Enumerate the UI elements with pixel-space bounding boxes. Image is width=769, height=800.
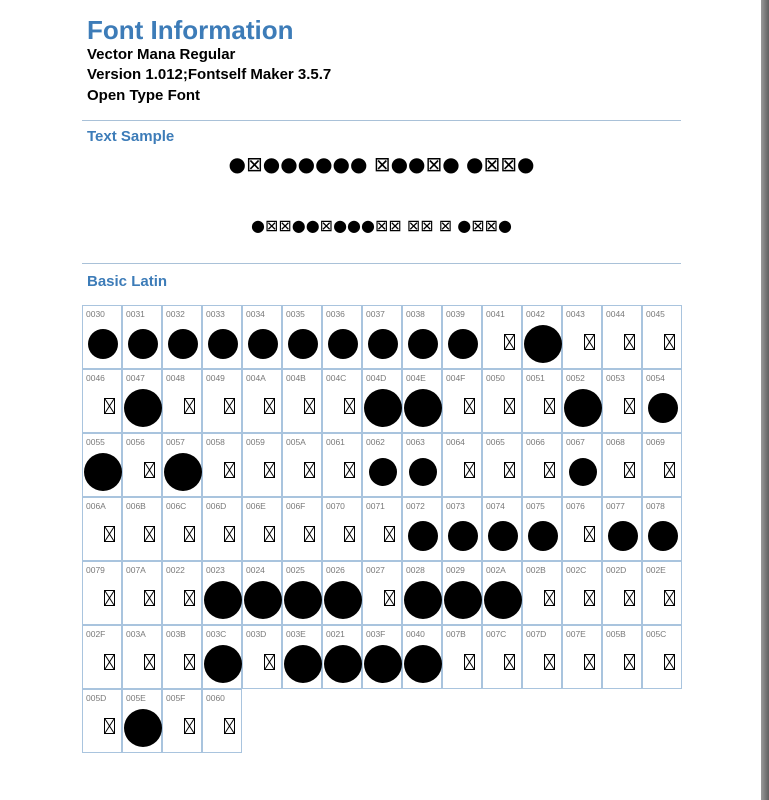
glyph-cell xyxy=(122,561,162,625)
missing-glyph-box-icon xyxy=(144,654,155,670)
glyph-cell xyxy=(162,433,202,497)
glyph-codepoint: 0035 xyxy=(286,309,305,319)
filled-circle-glyph-icon xyxy=(168,329,198,359)
glyph-cell xyxy=(82,433,122,497)
glyph-cell xyxy=(282,561,322,625)
missing-glyph-box-icon xyxy=(504,462,515,478)
missing-glyph-box-icon xyxy=(344,398,355,414)
glyph-codepoint: 003C xyxy=(206,629,227,639)
glyph-cell xyxy=(482,433,522,497)
missing-glyph-box-icon xyxy=(264,462,275,478)
glyph-codepoint: 0068 xyxy=(606,437,625,447)
glyph-codepoint: 005B xyxy=(606,629,626,639)
glyph-codepoint: 006B xyxy=(126,501,146,511)
glyph-codepoint: 0037 xyxy=(366,309,385,319)
glyph-cell xyxy=(442,369,482,433)
glyph-codepoint: 003A xyxy=(126,629,146,639)
glyph-cell xyxy=(242,433,282,497)
glyph-cell xyxy=(122,497,162,561)
missing-glyph-box-icon xyxy=(304,398,315,414)
page-title: Font Information xyxy=(87,15,294,45)
filled-circle-glyph-icon xyxy=(324,645,362,683)
glyph-cell xyxy=(362,305,402,369)
glyph-codepoint: 0074 xyxy=(486,501,505,511)
glyph-cell xyxy=(202,625,242,689)
glyph-codepoint: 007E xyxy=(566,629,586,639)
missing-glyph-box-icon xyxy=(544,398,555,414)
filled-circle-glyph-icon xyxy=(88,329,118,359)
missing-glyph-box-icon xyxy=(144,462,155,478)
glyph-cell xyxy=(362,625,402,689)
glyph-codepoint: 0036 xyxy=(326,309,345,319)
glyph-cell xyxy=(322,305,362,369)
glyph-cell xyxy=(602,497,642,561)
filled-circle-glyph-icon xyxy=(648,393,678,423)
glyph-codepoint: 0062 xyxy=(366,437,385,447)
filled-circle-glyph-icon xyxy=(124,709,162,747)
glyph-cell xyxy=(82,369,122,433)
missing-glyph-box-icon xyxy=(184,398,195,414)
glyph-cell xyxy=(482,369,522,433)
missing-glyph-box-icon xyxy=(144,590,155,606)
glyph-codepoint: 0060 xyxy=(206,693,225,703)
glyph-codepoint: 006C xyxy=(166,501,187,511)
glyph-cell xyxy=(642,625,682,689)
glyph-cell xyxy=(242,561,282,625)
glyph-codepoint: 0052 xyxy=(566,373,585,383)
glyph-cell xyxy=(242,625,282,689)
glyph-cell xyxy=(162,305,202,369)
filled-circle-glyph-icon xyxy=(369,458,397,486)
glyph-codepoint: 004A xyxy=(246,373,266,383)
glyph-cell xyxy=(442,305,482,369)
filled-circle-glyph-icon xyxy=(328,329,358,359)
filled-circle-glyph-icon xyxy=(408,329,438,359)
glyph-codepoint: 0040 xyxy=(406,629,425,639)
glyph-codepoint: 0030 xyxy=(86,309,105,319)
missing-glyph-box-icon xyxy=(104,718,115,734)
glyph-cell xyxy=(482,497,522,561)
glyph-cell xyxy=(482,305,522,369)
filled-circle-glyph-icon xyxy=(128,329,158,359)
glyph-codepoint: 0039 xyxy=(446,309,465,319)
filled-circle-glyph-icon xyxy=(408,521,438,551)
glyph-codepoint: 0042 xyxy=(526,309,545,319)
glyph-codepoint: 0043 xyxy=(566,309,585,319)
glyph-codepoint: 0034 xyxy=(246,309,265,319)
glyph-cell xyxy=(362,433,402,497)
missing-glyph-box-icon xyxy=(104,526,115,542)
glyph-codepoint: 003F xyxy=(366,629,386,639)
missing-glyph-box-icon xyxy=(224,526,235,542)
glyph-cell xyxy=(442,561,482,625)
glyph-codepoint: 0057 xyxy=(166,437,185,447)
glyph-cell xyxy=(322,625,362,689)
glyph-cell xyxy=(562,625,602,689)
glyph-codepoint: 0024 xyxy=(246,565,265,575)
glyph-codepoint: 0071 xyxy=(366,501,385,511)
glyph-cell xyxy=(602,305,642,369)
missing-glyph-box-icon xyxy=(504,334,515,350)
glyph-cell xyxy=(202,433,242,497)
glyph-cell xyxy=(82,561,122,625)
missing-glyph-box-icon xyxy=(264,398,275,414)
glyph-cell xyxy=(562,305,602,369)
glyph-codepoint: 0070 xyxy=(326,501,345,511)
font-name: Vector Mana Regular xyxy=(87,46,236,63)
glyph-codepoint: 006A xyxy=(86,501,106,511)
missing-glyph-box-icon xyxy=(544,462,555,478)
missing-glyph-box-icon xyxy=(184,590,195,606)
font-type: Open Type Font xyxy=(87,87,201,104)
missing-glyph-box-icon xyxy=(464,398,475,414)
glyph-codepoint: 006D xyxy=(206,501,227,511)
glyph-codepoint: 005D xyxy=(86,693,107,703)
glyph-codepoint: 005C xyxy=(646,629,667,639)
filled-circle-glyph-icon xyxy=(608,521,638,551)
glyph-cell xyxy=(442,497,482,561)
missing-glyph-box-icon xyxy=(184,654,195,670)
glyph-cell xyxy=(402,305,442,369)
glyph-cell xyxy=(522,561,562,625)
glyph-cell xyxy=(122,433,162,497)
glyph-cell xyxy=(522,305,562,369)
glyph-cell xyxy=(122,305,162,369)
glyph-codepoint: 0053 xyxy=(606,373,625,383)
glyph-cell xyxy=(242,369,282,433)
glyph-cell xyxy=(282,369,322,433)
filled-circle-glyph-icon xyxy=(288,329,318,359)
glyph-cell xyxy=(202,369,242,433)
missing-glyph-box-icon xyxy=(184,718,195,734)
glyph-cell xyxy=(202,689,242,753)
missing-glyph-box-icon xyxy=(464,462,475,478)
missing-glyph-box-icon xyxy=(344,462,355,478)
glyph-codepoint: 0061 xyxy=(326,437,345,447)
glyph-codepoint: 005A xyxy=(286,437,306,447)
glyph-cell xyxy=(402,625,442,689)
missing-glyph-box-icon xyxy=(224,398,235,414)
glyph-cell xyxy=(122,625,162,689)
glyph-cell xyxy=(522,433,562,497)
filled-circle-glyph-icon xyxy=(124,389,162,427)
glyph-codepoint: 003D xyxy=(246,629,267,639)
missing-glyph-box-icon xyxy=(584,654,595,670)
section-divider xyxy=(82,263,681,264)
missing-glyph-box-icon xyxy=(584,590,595,606)
glyph-codepoint: 004D xyxy=(366,373,387,383)
glyph-codepoint: 005E xyxy=(126,693,146,703)
glyph-cell xyxy=(522,497,562,561)
glyph-codepoint: 003B xyxy=(166,629,186,639)
glyph-codepoint: 0066 xyxy=(526,437,545,447)
glyph-codepoint: 0048 xyxy=(166,373,185,383)
missing-glyph-box-icon xyxy=(544,654,555,670)
glyph-codepoint: 0072 xyxy=(406,501,425,511)
glyph-cell xyxy=(162,625,202,689)
filled-circle-glyph-icon xyxy=(84,453,122,491)
glyph-codepoint: 0076 xyxy=(566,501,585,511)
filled-circle-glyph-icon xyxy=(488,521,518,551)
glyph-cell xyxy=(642,561,682,625)
glyph-codepoint: 0021 xyxy=(326,629,345,639)
glyph-codepoint: 0075 xyxy=(526,501,545,511)
glyph-codepoint: 007A xyxy=(126,565,146,575)
glyph-codepoint: 0045 xyxy=(646,309,665,319)
glyph-cell xyxy=(362,561,402,625)
glyph-cell xyxy=(442,433,482,497)
missing-glyph-box-icon xyxy=(304,462,315,478)
glyph-cell xyxy=(282,433,322,497)
missing-glyph-box-icon xyxy=(624,334,635,350)
filled-circle-glyph-icon xyxy=(404,389,442,427)
glyph-cell xyxy=(82,305,122,369)
glyph-cell xyxy=(162,561,202,625)
glyph-cell xyxy=(322,433,362,497)
missing-glyph-box-icon xyxy=(304,526,315,542)
glyph-cell xyxy=(442,625,482,689)
missing-glyph-box-icon xyxy=(264,526,275,542)
missing-glyph-box-icon xyxy=(584,334,595,350)
font-version: Version 1.012;Fontself Maker 3.5.7 xyxy=(87,66,332,83)
glyph-codepoint: 004C xyxy=(326,373,347,383)
basic-latin-heading: Basic Latin xyxy=(87,273,168,290)
glyph-cell xyxy=(122,689,162,753)
glyph-cell xyxy=(122,369,162,433)
glyph-codepoint: 0025 xyxy=(286,565,305,575)
missing-glyph-box-icon xyxy=(544,590,555,606)
viewer-edge xyxy=(761,0,769,800)
glyph-codepoint: 0063 xyxy=(406,437,425,447)
glyph-codepoint: 007C xyxy=(486,629,507,639)
glyph-codepoint: 0069 xyxy=(646,437,665,447)
glyph-codepoint: 0051 xyxy=(526,373,545,383)
glyph-cell xyxy=(602,369,642,433)
filled-circle-glyph-icon xyxy=(284,581,322,619)
missing-glyph-box-icon xyxy=(344,526,355,542)
filled-circle-glyph-icon xyxy=(404,581,442,619)
glyph-cell xyxy=(402,561,442,625)
glyph-cell xyxy=(202,561,242,625)
missing-glyph-box-icon xyxy=(624,398,635,414)
missing-glyph-box-icon xyxy=(264,654,275,670)
glyph-codepoint: 002E xyxy=(646,565,666,575)
glyph-cell xyxy=(602,625,642,689)
filled-circle-glyph-icon xyxy=(524,325,562,363)
missing-glyph-box-icon xyxy=(144,526,155,542)
glyph-codepoint: 0046 xyxy=(86,373,105,383)
glyph-codepoint: 0033 xyxy=(206,309,225,319)
filled-circle-glyph-icon xyxy=(569,458,597,486)
filled-circle-glyph-icon xyxy=(564,389,602,427)
glyph-cell xyxy=(242,305,282,369)
filled-circle-glyph-icon xyxy=(368,329,398,359)
missing-glyph-box-icon xyxy=(104,654,115,670)
filled-circle-glyph-icon xyxy=(448,521,478,551)
glyph-cell xyxy=(202,305,242,369)
text-sample-heading: Text Sample xyxy=(87,128,175,145)
glyph-codepoint: 0065 xyxy=(486,437,505,447)
glyph-cell xyxy=(482,561,522,625)
glyph-cell xyxy=(522,369,562,433)
missing-glyph-box-icon xyxy=(664,654,675,670)
glyph-codepoint: 0056 xyxy=(126,437,145,447)
glyph-codepoint: 003E xyxy=(286,629,306,639)
glyph-codepoint: 004E xyxy=(406,373,426,383)
glyph-cell xyxy=(82,689,122,753)
glyph-cell xyxy=(322,561,362,625)
glyph-codepoint: 0064 xyxy=(446,437,465,447)
glyph-cell xyxy=(562,561,602,625)
filled-circle-glyph-icon xyxy=(444,581,482,619)
missing-glyph-box-icon xyxy=(224,718,235,734)
missing-glyph-box-icon xyxy=(184,526,195,542)
filled-circle-glyph-icon xyxy=(324,581,362,619)
filled-circle-glyph-icon xyxy=(448,329,478,359)
missing-glyph-box-icon xyxy=(664,462,675,478)
glyph-codepoint: 0049 xyxy=(206,373,225,383)
filled-circle-glyph-icon xyxy=(364,645,402,683)
filled-circle-glyph-icon xyxy=(284,645,322,683)
glyph-codepoint: 005F xyxy=(166,693,186,703)
glyph-codepoint: 002D xyxy=(606,565,627,575)
glyph-codepoint: 004F xyxy=(446,373,466,383)
glyph-cell xyxy=(402,433,442,497)
text-sample-line-2: ●⊠⊠●●⊠●●●⊠⊠ ⊠⊠ ⊠ ●⊠⊠● xyxy=(250,216,512,235)
glyph-cell xyxy=(642,305,682,369)
filled-circle-glyph-icon xyxy=(404,645,442,683)
glyph-codepoint: 0078 xyxy=(646,501,665,511)
glyph-cell xyxy=(242,497,282,561)
glyph-cell xyxy=(202,497,242,561)
glyph-codepoint: 0029 xyxy=(446,565,465,575)
glyph-codepoint: 0079 xyxy=(86,565,105,575)
glyph-cell xyxy=(362,497,402,561)
glyph-cell xyxy=(282,305,322,369)
glyph-codepoint: 0047 xyxy=(126,373,145,383)
glyph-cell xyxy=(322,369,362,433)
filled-circle-glyph-icon xyxy=(248,329,278,359)
glyph-cell xyxy=(162,369,202,433)
glyph-cell xyxy=(402,497,442,561)
missing-glyph-box-icon xyxy=(664,334,675,350)
glyph-codepoint: 0067 xyxy=(566,437,585,447)
missing-glyph-box-icon xyxy=(504,654,515,670)
glyph-cell xyxy=(562,497,602,561)
filled-circle-glyph-icon xyxy=(204,581,242,619)
glyph-codepoint: 006F xyxy=(286,501,306,511)
glyph-codepoint: 002F xyxy=(86,629,106,639)
missing-glyph-box-icon xyxy=(224,462,235,478)
section-divider xyxy=(82,120,681,121)
glyph-cell xyxy=(282,625,322,689)
missing-glyph-box-icon xyxy=(384,590,395,606)
glyph-codepoint: 006E xyxy=(246,501,266,511)
missing-glyph-box-icon xyxy=(104,590,115,606)
glyph-cell xyxy=(162,497,202,561)
glyph-cell xyxy=(322,497,362,561)
text-sample-line-1: ●⊠●●●●●● ⊠●●⊠● ●⊠⊠● xyxy=(228,152,535,176)
glyph-codepoint: 007D xyxy=(526,629,547,639)
missing-glyph-box-icon xyxy=(504,398,515,414)
glyph-cell xyxy=(482,625,522,689)
glyph-codepoint: 0027 xyxy=(366,565,385,575)
glyph-codepoint: 0077 xyxy=(606,501,625,511)
filled-circle-glyph-icon xyxy=(204,645,242,683)
glyph-codepoint: 002A xyxy=(486,565,506,575)
missing-glyph-box-icon xyxy=(464,654,475,670)
glyph-cell xyxy=(642,369,682,433)
glyph-cell xyxy=(642,433,682,497)
glyph-codepoint: 0050 xyxy=(486,373,505,383)
glyph-codepoint: 004B xyxy=(286,373,306,383)
filled-circle-glyph-icon xyxy=(648,521,678,551)
glyph-codepoint: 0041 xyxy=(486,309,505,319)
glyph-codepoint: 0032 xyxy=(166,309,185,319)
glyph-cell xyxy=(602,433,642,497)
filled-circle-glyph-icon xyxy=(528,521,558,551)
glyph-codepoint: 0031 xyxy=(126,309,145,319)
missing-glyph-box-icon xyxy=(624,462,635,478)
glyph-codepoint: 0023 xyxy=(206,565,225,575)
missing-glyph-box-icon xyxy=(384,526,395,542)
glyph-cell xyxy=(522,625,562,689)
glyph-codepoint: 0028 xyxy=(406,565,425,575)
glyph-codepoint: 007B xyxy=(446,629,466,639)
missing-glyph-box-icon xyxy=(664,590,675,606)
glyph-codepoint: 0044 xyxy=(606,309,625,319)
missing-glyph-box-icon xyxy=(584,526,595,542)
filled-circle-glyph-icon xyxy=(409,458,437,486)
glyph-cell xyxy=(162,689,202,753)
missing-glyph-box-icon xyxy=(104,398,115,414)
glyph-cell xyxy=(362,369,402,433)
filled-circle-glyph-icon xyxy=(208,329,238,359)
missing-glyph-box-icon xyxy=(624,590,635,606)
filled-circle-glyph-icon xyxy=(364,389,402,427)
filled-circle-glyph-icon xyxy=(164,453,202,491)
glyph-codepoint: 0038 xyxy=(406,309,425,319)
filled-circle-glyph-icon xyxy=(484,581,522,619)
glyph-cell xyxy=(402,369,442,433)
glyph-codepoint: 002B xyxy=(526,565,546,575)
glyph-cell xyxy=(82,497,122,561)
glyph-codepoint: 0026 xyxy=(326,565,345,575)
glyph-cell xyxy=(642,497,682,561)
glyph-codepoint: 0055 xyxy=(86,437,105,447)
glyph-cell xyxy=(602,561,642,625)
glyph-cell xyxy=(562,369,602,433)
glyph-cell xyxy=(282,497,322,561)
missing-glyph-box-icon xyxy=(624,654,635,670)
glyph-cell xyxy=(82,625,122,689)
glyph-codepoint: 0059 xyxy=(246,437,265,447)
glyph-codepoint: 0054 xyxy=(646,373,665,383)
glyph-codepoint: 0058 xyxy=(206,437,225,447)
glyph-codepoint: 002C xyxy=(566,565,587,575)
glyph-codepoint: 0022 xyxy=(166,565,185,575)
glyph-cell xyxy=(562,433,602,497)
filled-circle-glyph-icon xyxy=(244,581,282,619)
glyph-codepoint: 0073 xyxy=(446,501,465,511)
